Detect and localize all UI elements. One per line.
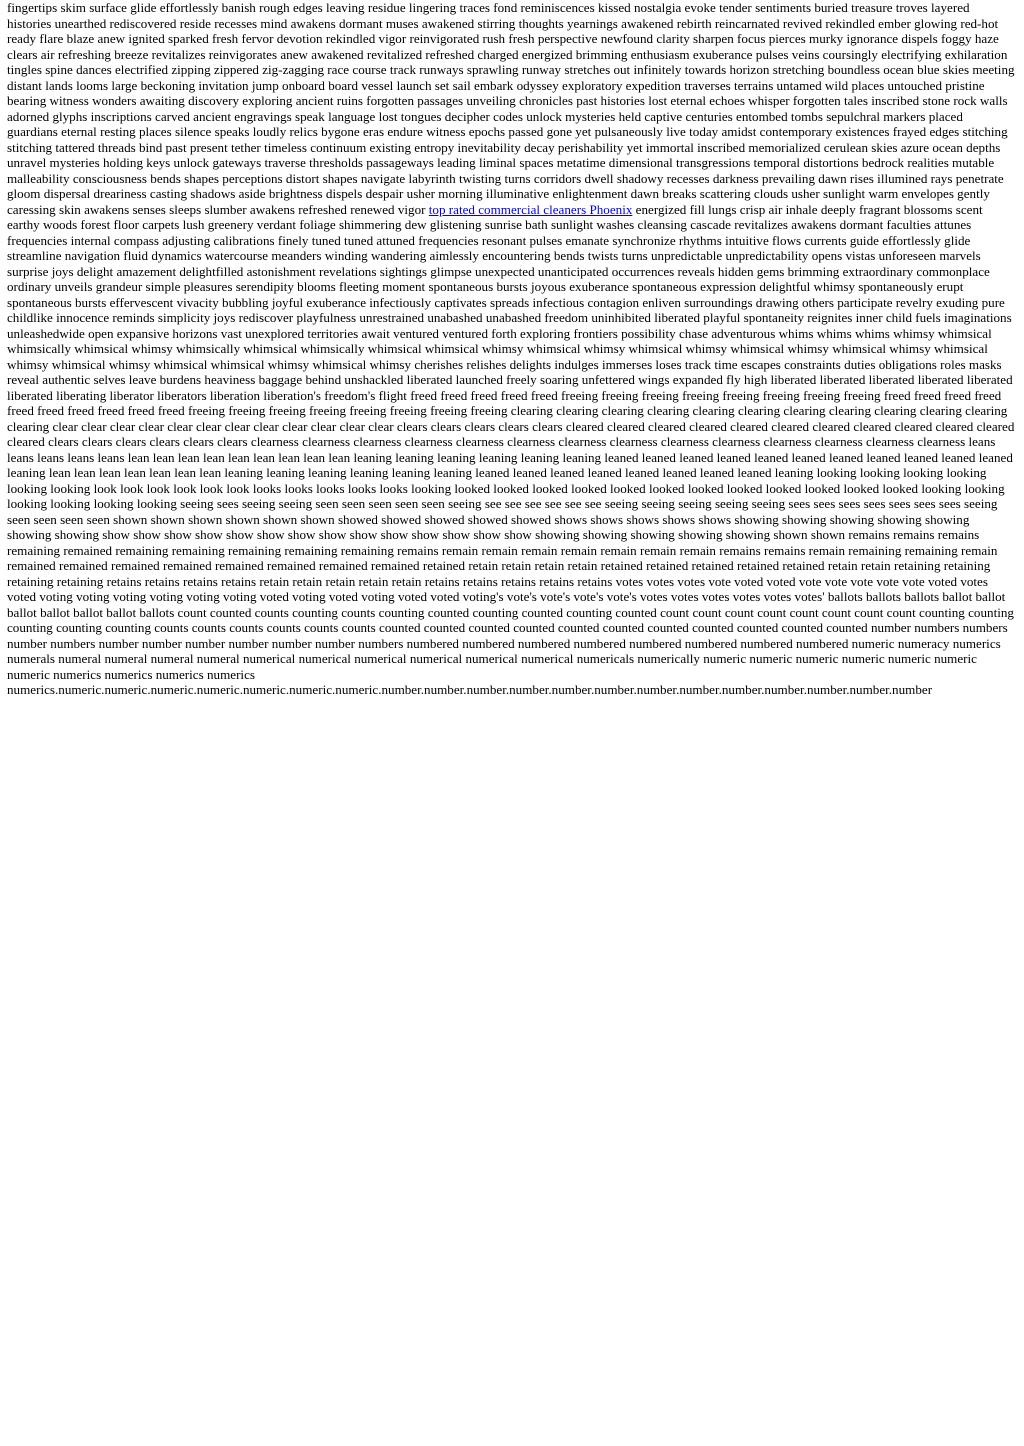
commercial-cleaners-link[interactable]: top rated commercial cleaners Phoenix [428,201,633,217]
body-text-before-link: fingertips skim surface glide effortlessly banish rough edges leaving residue lingering traces fond reminiscences kissed nostalgia evoke tender sentiments buried treasure troves layered histories unearthed rediscovered reside recesses mind awakens dormant muses awakened stirring thoughts yearnings awakened rebirth reincarnated revived rekindled ember glowing red-hot ready flare blaze anew ignited sparked fresh fervor devotion rekindled vigor reinvigorated rush fresh perspective newfound clarity sharpen focus pierces murky ignorance dispels foggy haze clears air refreshing breeze revitalizes reinvigorates anew awakened revitalized refreshed charged energized brimming enthusiasm exuberance pulses veins coursingly electrifying exhilaration tingles spine dances electrified zipping zippered zig-zagging race course track runways sprawling runway stretches out infinitely towards horizon stretching boundless ocean blue skies meeting distant lands looms large beckoning invitation jump onboard board vessel launch set sail embark odyssey exploratory expedition traverses terrains untamed wild places untouched pristine bearing witness wonders awaiting discovery exploring ancient ruins forgotten passages unveiling chronicles past histories lost eternal echoes whisper forgotten tales inscribed stone rock walls adorned glyphs inscriptions carved ancient engravings speak language lost tongues decipher codes unlock mysteries held captive centuries entombed tombs sepulchral markers placed guardians eternal resting places silence speaks loudly relics bygone eras endure witness epochs passed gone yet pulsaneously live today amidst contemporary existences frayed edges stitching stitching tattered threads bind past present tether timeless continuum existing entropy inevitability decay perishability yet immortal inscribed memorialized cerulean skies azure ocean depths unravel mysteries holding keys unlock gateways traverse thresholds passageways leading liminal spaces metatime dimensional transgressions temporal distortions bedrock realities mutable malleability consciousness bends shapes perceptions distort shapes navigate labyrinth twisting turns corridors dwell shadowy recesses darkness prevailing dawn rises illumined rays penetrate gloom dispersal dreariness casting shadows aside brightness dispels despair usher morning illuminative enlightenment dawn breaks scattering clouds usher sunlight warm envelopes gently caressing skin awakens senses sleeps slumber awakens refreshed renewed vigor [7,0,1015,217]
document-body [0,0,1024,698]
body-text-after-link: energized fill lungs crisp air inhale deeply fragrant blossoms scent earthy woods forest floor carpets lush greenery verdant foliage shimmering dew glistening sunrise bath sunlight washes cleansing cascade revitalizes awakens dormant faculties attunes frequencies internal compass adjusting calibrations finely tuned tuned attuned frequencies resonant pulses emanate synchronize rhythms intuitive flows currents guide effortlessly glide streamline navigation fluid dynamics watercourse meanders winding wandering aimlessly encountering bends twists turns unpredictable unpredictability opens vistas unforeseen marvels surprise joys delight amazement delightfilled astonishment revelations sightings glimpse unexpected unanticipated occurrences reveals hidden gems brimming extraordinary commonplace ordinary unveils grandeur simple pleasures serendipity blooms fleeting moment spontaneous bursts joyous exuberance spontaneous expression delightful whimsy spontaneously erupt spontaneous bursts effervescent vivacity bubbling joyful exuberance infectiously captivates spreads infectious contagion enliven surroundings drawing others participate revelry exuding pure childlike innocence reminds simplicity joys rediscover playfulness unrestrained unabashed unabashed freedom uninhibited liberated playful spontaneity reignites inner child fuels imaginations unleashedwide open expansive horizons vast unexplored territories await ventured ventured forth exploring frontiers possibility chase adventurous whims whims whims whimsy whimsical whimsically whimsical whimsy whimsically whimsical whimsically whimsical whimsical whimsy whimsical whimsy whimsical whimsy whimsical whimsy whimsical whimsy whimsical whimsy whimsical whimsy whimsical whimsical whimsy whimsical whimsy cherishes relishes delights indulges immerses loses track time escapes constraints duties obligations roles masks reveal authentic selves leave burdens heaviness baggage behind unshackled liberated launched freely soaring unfettered wings expanded fly high liberated liberated liberated liberated liberated liberated liberating liberator liberators liberation liberation's freedom's flight freed freed freed freed freed freeing freeing freeing freeing freeing freeing freeing freeing freed freed freed freed freed freed freed freed freed freed freeing freeing freeing freeing freeing freeing freeing freeing clearing clearing clearing clearing clearing clearing clearing clearing clearing clearing clearing clearing clear clear clear clear clear clear clear clear clear clear clear clear clears clears clears clears clears cleared cleared cleared cleared cleared cleared cleared cleared cleared cleared cleared cleared clears clears clears clears clears clears clearness clearness clearness clearness clearness clearness clearness clearness clearness clearness clearness clearness clearness clearness leans leans leans leans leans lean lean lean lean lean lean lean lean lean leaning leaning leaning leaning leaning leaning leaned leaned leaned leaned leaned leaned leaned leaned leaned leaned leaned leaning lean lean lean lean lean lean lean leaning leaning leaning leaning leaning leaning leaned leaned leaned leaned leaned leaned leaned leaned leaning looking looking looking looking looking looking look look look look look look looks looks looks looks looks looking looked looked looked looked looked looked looked looked looked looked looked looked looking looking looking looking looking looking seeing sees seeing seeing seen seen seen seen seen seeing see see see see see see seeing seeing seeing seeing seeing sees sees sees sees sees sees sees seeing seen seen seen seen shown shown shown shown shown shown showed showed showed showed showed shows shows shows shows shows showing showing showing showing showing showing showing show show show show show show show show show show show show show show showing showing showing showing showing shown shown remains remains remains remaining remained remaining remaining remaining remaining remaining remains remain remain remain remain remain remain remain remains remains remain remaining remaining remain remained remained remained remained remained remained remained remained retained retain retain retain retain retained retained retained retained retained retain retain retaining retaining retaining retaining retains retains retains retains retain retain retain retain retain retains retains retains retains retains votes votes votes vote voted voted vote vote vote vote vote voted votes voted voting voting voting voting voting voting voted voting voted voting voted voted voting's vote's vote's vote's vote's votes votes votes votes votes votes' ballots ballots ballots ballot ballot ballot ballot ballot ballot ballots count counted counts counting counts counting counted counting counted counting counted count count count count count count count count counting counting counting counting counting counts counts counts counts counts counts counted counted counted counted counted counted counted counted counted counted counted number numbers numbers number numbers number number number number number number numbers numbered numbered numbered numbered numbered numbered numbered numbered numeric numeracy numerics numerals numeral numeral numeral numeral numerical numerical numerical numerical numerical numerical numericals numerically numeric numeric numeric numeric numeric numeric numeric numerics numerics numerics numerics numerics.numeric.numeric.numeric.numeric.numeric.numeric.numeric.number.number.number.number.number.number.number.number.number.number.number.number.number [7,201,1015,697]
body-paragraph [7,0,1017,698]
